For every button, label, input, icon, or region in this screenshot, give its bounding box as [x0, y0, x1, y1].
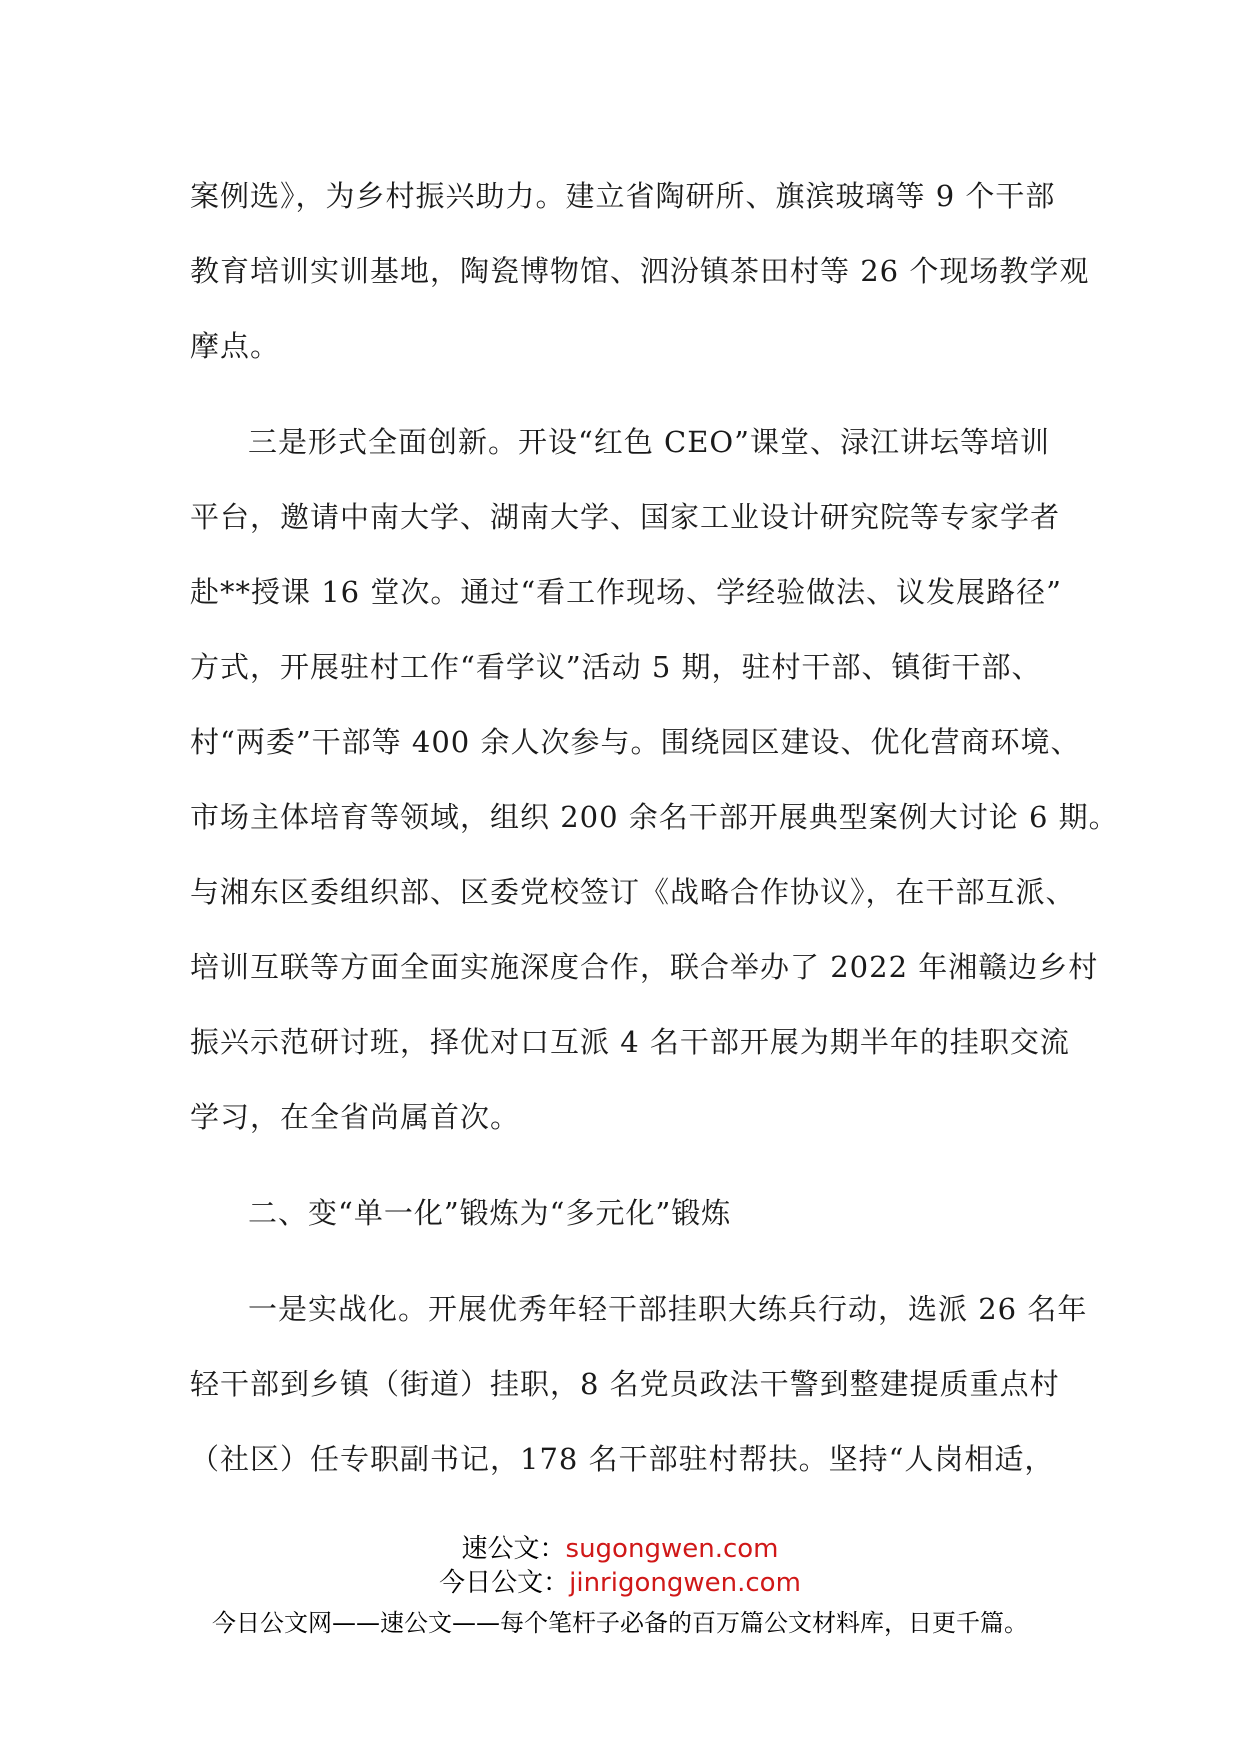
- text-line: 三是形式全面创新。开设“红色 CEO”课堂、渌江讲坛等培训: [248, 425, 1051, 459]
- text-line: 培训互联等方面全面实施深度合作，联合举办了 2022 年湘赣边乡村: [190, 950, 1099, 984]
- text-line: 赴**授课 16 堂次。通过“看工作现场、学经验做法、议发展路径”: [190, 575, 1062, 609]
- text-line: 平台，邀请中南大学、湖南大学、国家工业设计研究院等专家学者: [190, 500, 1061, 534]
- text-line: 村“两委”干部等 400 余人次参与。围绕园区建设、优化营商环境、: [190, 725, 1081, 759]
- text-line: 方式，开展驻村工作“看学议”活动 5 期，驻村干部、镇街干部、: [190, 650, 1042, 684]
- paragraph: [190, 414, 1119, 1164]
- footer-slogan: 今日公文网——速公文——每个笔杆子必备的百万篇公文材料库，日更千篇。: [212, 1609, 1028, 1637]
- text-line: 一是实战化。开展优秀年轻干部挂职大练兵行动，选派 26 名年: [248, 1292, 1088, 1326]
- footer-link[interactable]: sugongwen.com: [565, 1534, 779, 1564]
- text-line: 教育培训实训基地，陶瓷博物馆、泗汾镇茶田村等 26 个现场教学观: [190, 254, 1090, 288]
- text-line: 学习，在全省尚属首次。: [190, 1100, 521, 1134]
- text-line: 案例选》，为乡村振兴助力。建立省陶研所、旗滨玻璃等 9 个干部: [190, 179, 1056, 213]
- text-line: 二、变“单一化”锻炼为“多元化”锻炼: [248, 1196, 732, 1230]
- text-line: 与湘东区委组织部、区委党校签订《战略合作协议》，在干部互派、: [190, 875, 1076, 909]
- footer-label: 速公文：: [461, 1534, 566, 1564]
- paragraph: [190, 168, 1090, 393]
- footer-label: 今日公文：: [439, 1568, 570, 1598]
- paragraph: [190, 1281, 1088, 1506]
- section-heading: [190, 1185, 1070, 1260]
- text-line: 市场主体培育等领域，组织 200 余名干部开展典型案例大讨论 6 期。: [190, 800, 1119, 834]
- document-body: [190, 168, 1119, 1506]
- text-line: 振兴示范研讨班，择优对口互派 4 名干部开展为期半年的挂职交流: [190, 1025, 1070, 1059]
- text-line: （社区）任专职副书记，178 名干部驻村帮扶。坚持“人岗相适，: [190, 1442, 1055, 1476]
- footer-link[interactable]: jinrigongwen.com: [569, 1568, 801, 1598]
- text-line: 摩点。: [190, 329, 281, 363]
- footer-jinrigongwen: [0, 1562, 1240, 1599]
- footer-sugongwen: [0, 1528, 1240, 1565]
- text-line: 轻干部到乡镇（街道）挂职，8 名党员政法干警到整建提质重点村: [190, 1367, 1060, 1401]
